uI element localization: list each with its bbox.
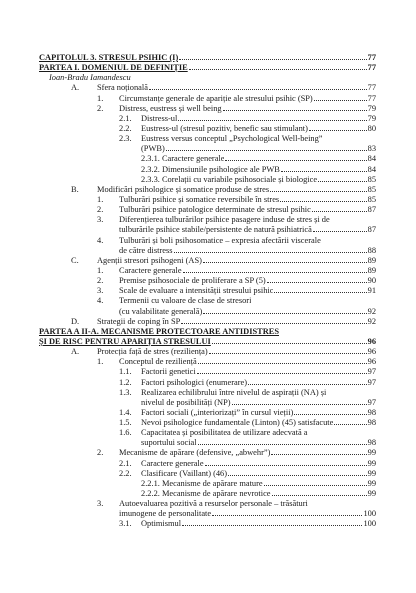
toc-entry-title: nivelul de posibilități (NP)	[141, 397, 231, 407]
dot-leader	[274, 286, 366, 293]
toc-entry	[39, 205, 376, 215]
toc-entry	[39, 296, 376, 306]
toc-entry	[39, 73, 376, 83]
toc-entry-number: 3.	[97, 215, 104, 225]
toc-entry-page: 83	[367, 144, 376, 154]
dot-leader	[270, 185, 367, 192]
dot-leader	[203, 307, 366, 314]
toc-entry-number: B.	[71, 184, 79, 194]
dot-leader	[183, 266, 367, 273]
toc-entry-title: Factori sociali („interiorizați” în cursul vieții)	[141, 407, 294, 417]
toc-entry-page: 99	[367, 468, 376, 478]
toc-entry-title: Premise psihosociale de proliferare a SP (5)	[119, 276, 266, 286]
dot-leader	[182, 519, 362, 526]
dot-leader	[198, 438, 367, 445]
toc-entry-title: (PWB)	[141, 144, 165, 154]
dot-leader	[198, 357, 367, 364]
toc-entry-title: Tulburări și boli psihosomatice – expresia afectării viscerale	[119, 235, 321, 245]
dot-leader	[181, 317, 366, 324]
toc-entry-number: 3.1.	[119, 519, 132, 529]
toc-entry-title: Tulburări psihice și somatice reversibile în stres	[119, 194, 280, 204]
toc-entry-page: 98	[367, 438, 376, 448]
toc-entry-number: 2.1.	[119, 458, 132, 468]
toc-entry-page: 96	[367, 357, 376, 367]
toc-entry	[39, 195, 376, 205]
toc-entry-title: Circumstanțe generale de apariție ale stresului psihic (SP)	[119, 93, 313, 103]
dot-leader	[313, 225, 367, 232]
toc-entry	[39, 83, 376, 93]
dot-leader	[309, 124, 367, 131]
toc-entry-title: 2.2.1. Mecanisme de apărare mature	[141, 478, 263, 488]
toc-entry	[39, 418, 376, 428]
toc-entry-page: 99	[367, 458, 376, 468]
toc-entry	[39, 469, 376, 479]
toc-entry-page: 100	[363, 519, 376, 529]
toc-entry	[39, 347, 376, 357]
toc-entry-page: 88	[367, 245, 376, 255]
dot-leader	[267, 276, 367, 283]
toc-entry-title: 2.3.1. Caractere generale	[141, 154, 225, 164]
toc-entry	[39, 286, 376, 296]
toc-entry	[39, 337, 376, 347]
toc-entry-title: Modificări psihologice și somatice produse de stres	[97, 184, 270, 194]
toc-entry-title: PARTEA I. DOMENIUL DE DEFINIȚIE	[39, 63, 188, 73]
toc-entry-number: 2.2.	[119, 468, 132, 478]
toc-entry-number: 1.	[97, 93, 104, 103]
toc-entry-title: CAPITOLUL 3. STRESUL PSIHIC (I)	[39, 53, 179, 62]
toc-entry-page: 80	[367, 123, 376, 133]
toc-entry-number: 2.2.	[119, 123, 132, 133]
toc-entry-number: 1.1.	[119, 367, 132, 377]
toc-entry-title: Factorii genetici	[141, 367, 196, 377]
dot-leader	[178, 114, 366, 121]
toc-entry	[39, 489, 376, 499]
toc-entry-page: 77	[367, 93, 376, 103]
toc-entry-title: Scale de evaluare a intensității stresului psihic	[119, 286, 274, 296]
toc-entry-page: 89	[367, 265, 376, 275]
toc-entry-page: 89	[367, 255, 376, 265]
toc-entry-number: 1.2.	[119, 377, 132, 387]
toc-entry	[39, 215, 376, 225]
dot-leader	[179, 53, 366, 60]
toc-entry-number: C.	[71, 255, 79, 265]
toc-entry-title: Optimismul	[141, 519, 182, 529]
toc-entry-page: 85	[367, 184, 376, 194]
dot-leader	[166, 144, 367, 151]
toc-entry	[39, 499, 376, 509]
toc-entry-number: 3.	[97, 499, 104, 509]
dot-leader	[174, 246, 367, 253]
toc-entry	[39, 134, 376, 144]
toc-entry-title: Agenții stresori psihogeni (AS)	[97, 255, 202, 265]
dot-leader	[149, 83, 367, 90]
toc-entry	[39, 307, 376, 317]
toc-entry-number: 1.	[97, 265, 104, 275]
toc-entry-title: Mecanisme de apărare (defensive, „abwehr”)	[119, 448, 271, 458]
toc-entry-title: de către distress	[119, 245, 173, 255]
toc-entry	[39, 509, 376, 519]
toc-entry	[39, 236, 376, 246]
toc-entry-title: Realizarea echilibrului între nivelul de aspirații (NA) și	[141, 387, 327, 397]
toc-entry-page: 77	[367, 63, 376, 73]
toc-entry	[39, 276, 376, 286]
toc-entry-page: 77	[367, 53, 376, 62]
toc-entry	[39, 175, 376, 185]
dot-leader	[281, 165, 367, 172]
toc-entry-title: 2.2.2. Mecanisme de apărare nevrotice	[141, 489, 271, 499]
toc-entry-page: 97	[367, 367, 376, 377]
toc-entry-number: 1.4.	[119, 407, 132, 417]
toc-entry-title: Eustress versus conceptul „Psychological Well-being”	[141, 134, 323, 144]
toc-entry-title: Protecția față de stres (reziliența)	[97, 347, 208, 357]
toc-entry-title: Nevoi psihologice fundamentale (Linton) (45) satisfacute	[141, 418, 334, 428]
toc-entry-title: Distress-ul	[141, 113, 178, 123]
toc-entry-number: A.	[71, 347, 80, 357]
toc-entry-title: Tulburări psihice patologice determinate de stresul psihic	[119, 205, 311, 215]
toc-entry	[39, 154, 376, 164]
toc-entry-title: Sfera noțională	[97, 83, 148, 93]
toc-entry-page: 100	[363, 509, 376, 519]
toc-entry	[39, 317, 376, 327]
dot-leader	[209, 347, 367, 354]
toc-entry-page: 90	[367, 276, 376, 286]
toc-entry-number: 1.	[97, 357, 104, 367]
toc-entry	[39, 388, 376, 398]
toc-entry-page: 97	[367, 397, 376, 407]
toc-entry-title: Autoevaluarea pozitivă a resurselor personale – trăsături	[119, 499, 308, 509]
toc-entry-page: 85	[367, 174, 376, 184]
dot-leader	[334, 418, 366, 425]
toc-entry	[39, 124, 376, 134]
toc-entry-page: 87	[367, 205, 376, 215]
dot-leader	[228, 469, 367, 476]
toc-entry-number: 4.	[97, 296, 104, 306]
toc-entry-title: (cu valabilitate generală)	[119, 306, 203, 316]
toc-entry-number: 1.	[97, 194, 104, 204]
toc-entry	[39, 519, 376, 529]
toc-entry-title: Clasificare (Vaillant) (46)	[141, 468, 228, 478]
toc-entry	[39, 408, 376, 418]
toc-entry	[39, 428, 376, 438]
toc-entry	[39, 256, 376, 266]
toc-entry-page: 84	[367, 154, 376, 164]
toc-entry-page: 99	[367, 489, 376, 499]
dot-leader	[314, 94, 367, 101]
toc-entry-title: Eustress-ul (stresul pozitiv, benefic sau stimulant)	[141, 123, 308, 133]
toc-entry-title: PARTEA A II-A. MECANISME PROTECTOARE ANTIDISTRES	[39, 326, 279, 336]
toc-entry-page: 79	[367, 103, 376, 113]
toc-entry-title: tulburările psihice stabile/persistente de natură psihiatrică	[119, 225, 312, 235]
toc-entry-title: Termenii cu valoare de clase de stresori	[119, 296, 252, 306]
dot-leader	[264, 479, 367, 486]
toc-entry-title: Conceptul de reziliență	[119, 357, 197, 367]
toc-entry-title: imunogene de personalitate	[119, 509, 212, 519]
toc-entry	[39, 378, 376, 388]
toc-entry-page: 77	[367, 83, 376, 93]
toc-entry-title: Capacitatea și posibilitatea de utilizare adecvată a	[141, 428, 308, 438]
toc-entry	[39, 266, 376, 276]
toc-entry-number: 2.1.	[119, 113, 132, 123]
dot-leader	[205, 459, 367, 466]
toc-entry-title: suportului social	[141, 438, 197, 448]
toc-entry-title: ȘI DE RISC PENTRU APARIȚIA STRESULUI	[39, 336, 211, 346]
dot-leader	[189, 63, 367, 70]
toc-entry-number: 4.	[97, 235, 104, 245]
toc-entry-title: Strategii de coping în SP	[97, 316, 181, 326]
toc-entry	[39, 367, 376, 377]
toc-entry-page: 92	[367, 316, 376, 326]
toc-entry	[39, 438, 376, 448]
toc-entry-title: Caractere generale	[119, 265, 182, 275]
dot-leader	[248, 378, 367, 385]
toc-entry-title: Diferențierea tulburărilor psihice pasagere induse de stres și de	[119, 215, 330, 225]
toc-entry-page: 99	[367, 478, 376, 488]
toc-entry	[39, 53, 376, 63]
toc-entry	[39, 63, 376, 73]
dot-leader	[225, 154, 366, 161]
toc-entry-title: Ioan-Bradu Iamandescu	[49, 73, 131, 83]
toc-entry-page: 85	[367, 194, 376, 204]
toc-entry-number: 2.	[97, 448, 104, 458]
dot-leader	[197, 367, 367, 374]
toc-entry	[39, 94, 376, 104]
dot-leader	[280, 195, 366, 202]
toc-entry-title: Factori psihologici (enumerare)	[141, 377, 248, 387]
toc-entry	[39, 185, 376, 195]
dot-leader	[318, 175, 367, 182]
toc-entry	[39, 225, 376, 235]
toc-entry-title: Distress, eustress și well being	[119, 103, 222, 113]
toc-entry	[39, 246, 376, 256]
toc-entry-page: 99	[367, 448, 376, 458]
dot-leader	[312, 205, 367, 212]
toc-entry	[39, 165, 376, 175]
toc-entry-number: 1.5.	[119, 418, 132, 428]
toc-entry-number: 1.3.	[119, 387, 132, 397]
toc-entry-page: 97	[367, 377, 376, 387]
toc-entry-number: A.	[71, 83, 80, 93]
toc-entry-number: 3.	[97, 286, 104, 296]
toc-entry	[39, 104, 376, 114]
toc-entry-number: 2.	[97, 276, 104, 286]
dot-leader	[223, 104, 367, 111]
toc-entry-page: 87	[367, 225, 376, 235]
toc-entry-page: 96	[367, 336, 376, 346]
toc-entry-title: Caractere generale	[141, 458, 204, 468]
toc-entry-number: 2.	[97, 103, 104, 113]
toc-entry	[39, 398, 376, 408]
toc-entry-page: 91	[367, 286, 376, 296]
dot-leader	[271, 448, 366, 455]
toc-entry-number: 2.3.	[119, 134, 132, 144]
toc-entry-title: 2.3.2. Dimensiunile psihologice ale PWB	[141, 164, 280, 174]
toc-entry	[39, 114, 376, 124]
dot-leader	[294, 408, 366, 415]
toc-entry-page: 98	[367, 407, 376, 417]
dot-leader	[203, 256, 367, 263]
toc-entry-page: 96	[367, 347, 376, 357]
toc-entry	[39, 459, 376, 469]
toc-entry	[39, 357, 376, 367]
dot-leader	[272, 489, 367, 496]
table-of-contents	[39, 53, 376, 530]
toc-entry-number: D.	[71, 316, 80, 326]
toc-entry-title: 2.3.3. Corelații cu variabile psihosociale și biologice	[141, 174, 318, 184]
toc-entry	[39, 479, 376, 489]
toc-entry-page: 79	[367, 113, 376, 123]
dot-leader	[232, 398, 367, 405]
toc-entry	[39, 327, 376, 337]
toc-entry-page: 92	[367, 306, 376, 316]
toc-entry-page: 98	[367, 418, 376, 428]
dot-leader	[212, 337, 367, 344]
toc-entry-number: 2.	[97, 205, 104, 215]
dot-leader	[212, 509, 362, 516]
toc-entry	[39, 144, 376, 154]
toc-entry	[39, 448, 376, 458]
toc-entry-number: 1.6.	[119, 428, 132, 438]
toc-entry-page: 84	[367, 164, 376, 174]
